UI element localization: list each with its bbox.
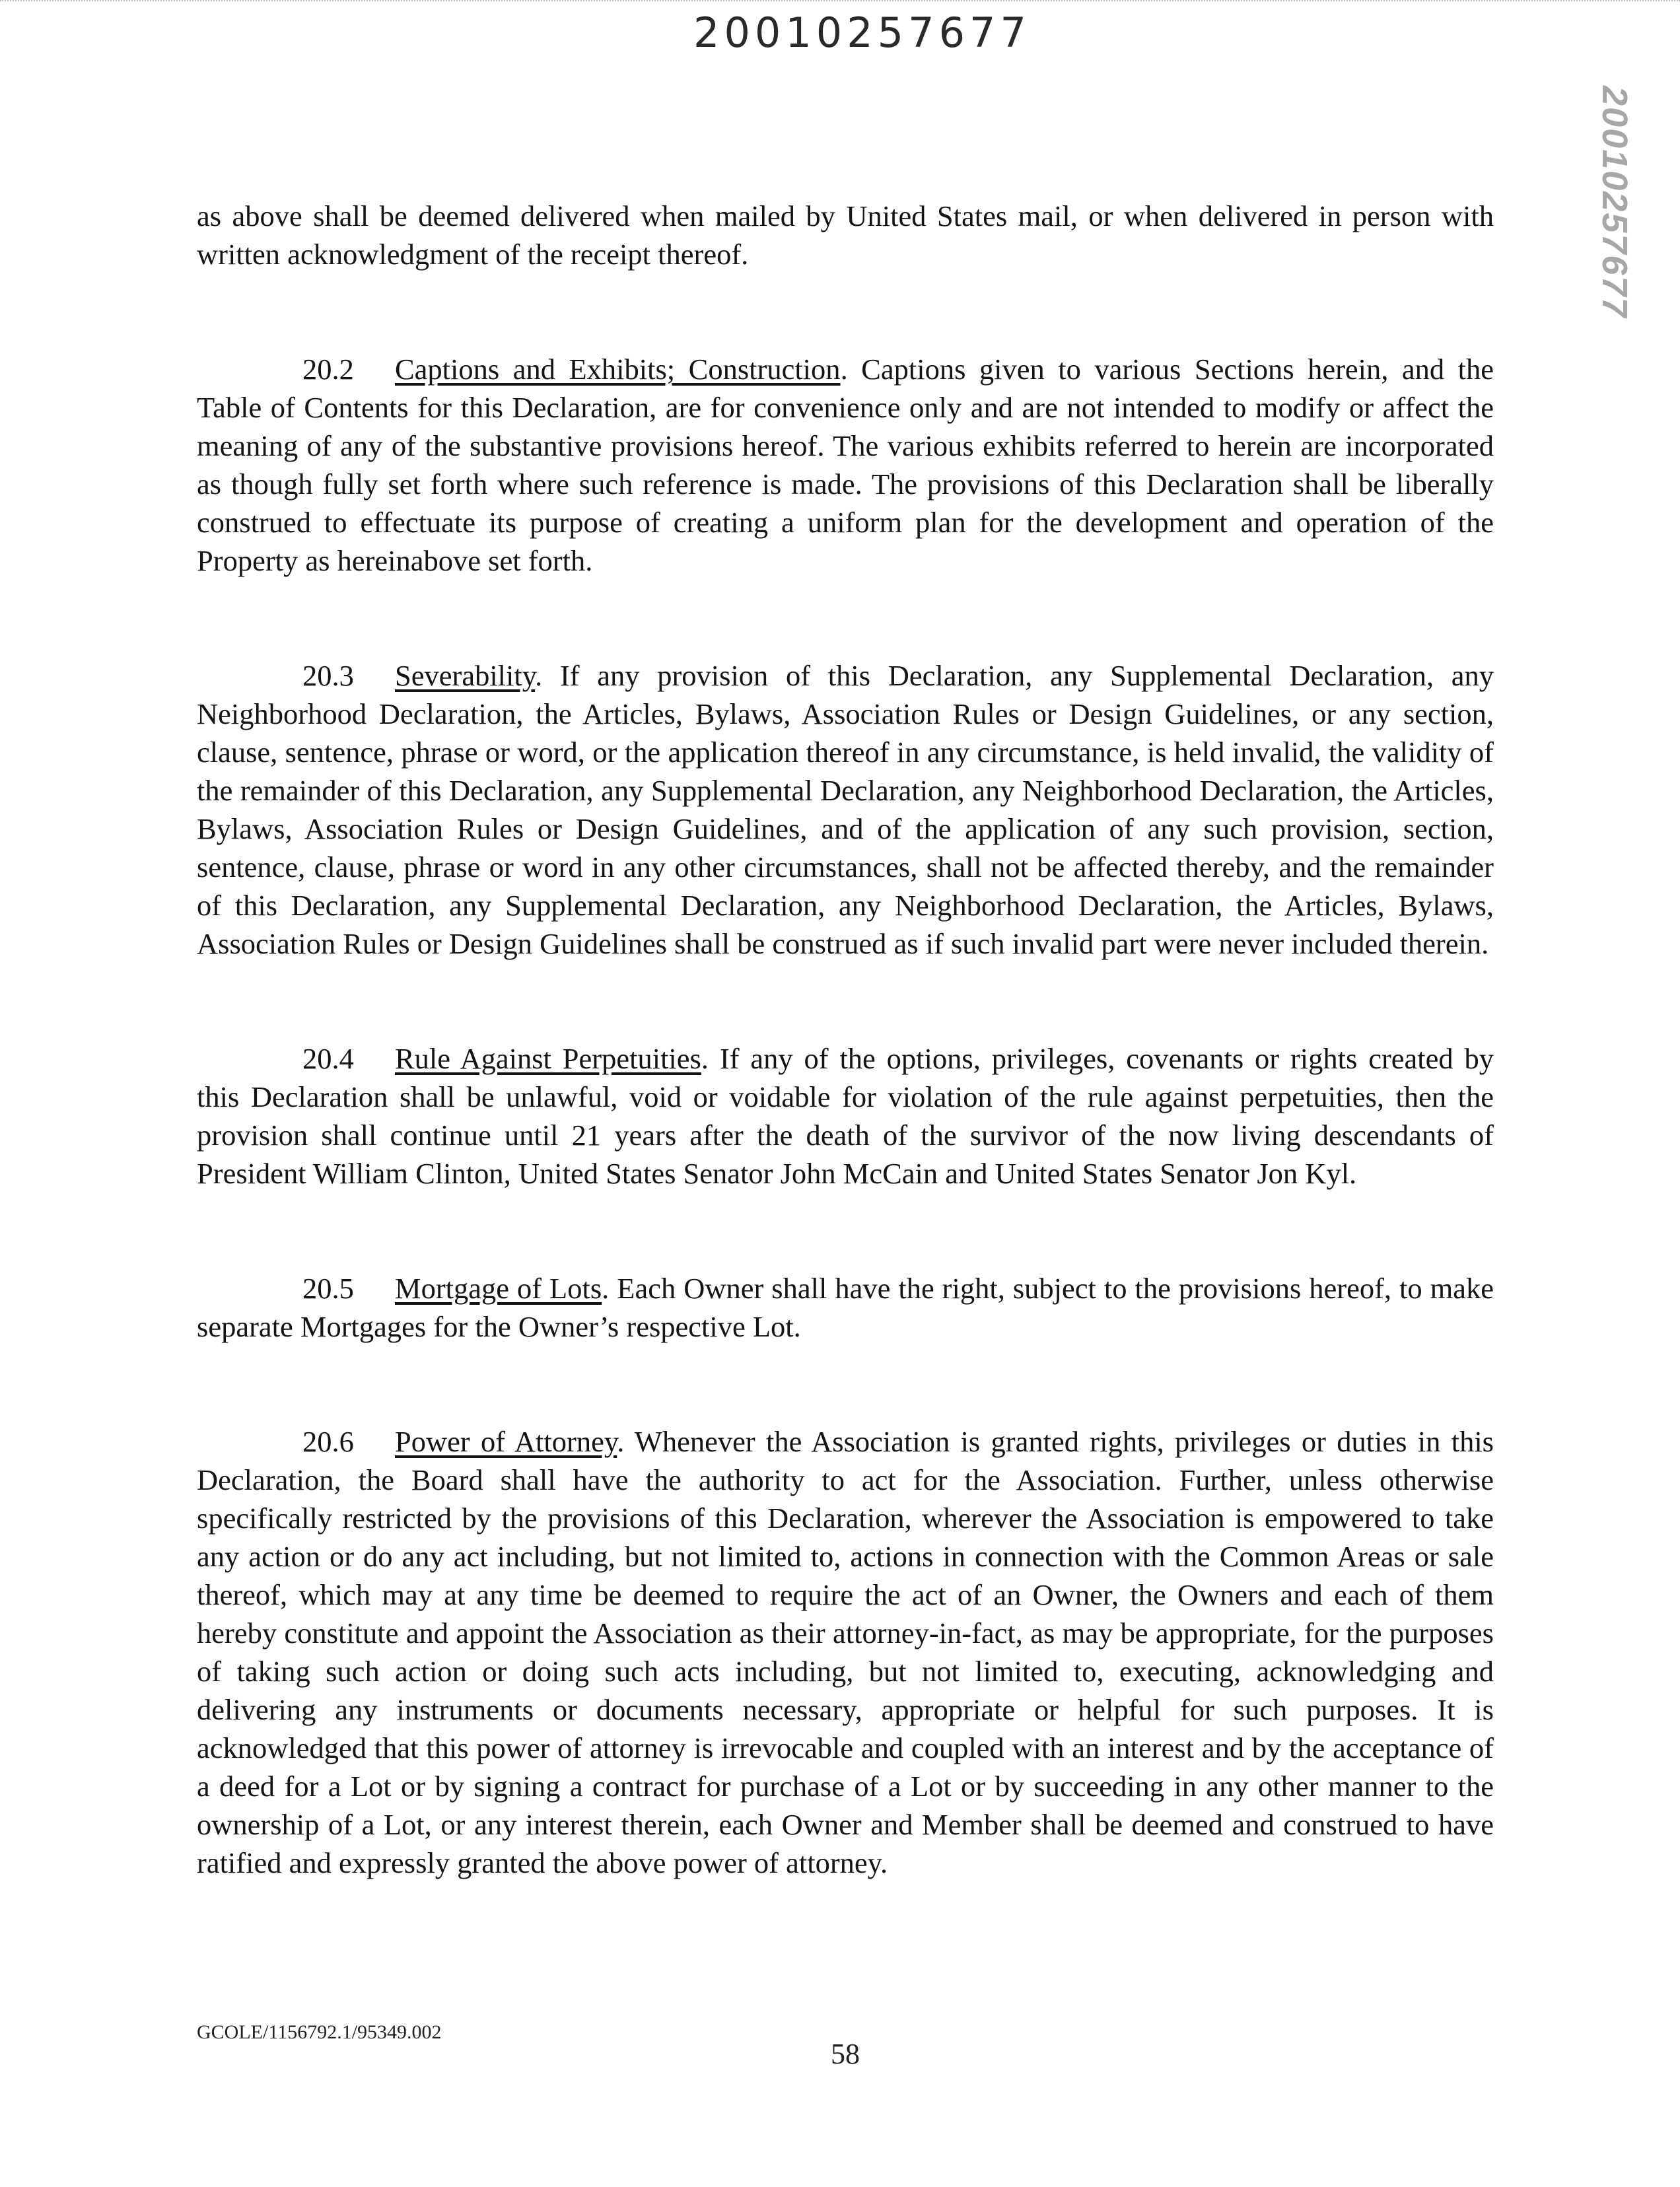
document-body (197, 197, 1494, 1882)
section-body: . If any of the options, privileges, covenants or rights created by this Declaration shall be unlawful, void or voidable for violation of the rule against perpetuities, then the provision shall continue until 21 years after the death of the survivor of the now living descendants of President William Clinton, United States Senator John McCain and United States Senator Jon Kyl. (197, 1042, 1494, 1190)
section-20-4 (197, 1039, 1494, 1193)
paragraph-continuation (197, 197, 1494, 273)
section-20-6 (197, 1422, 1494, 1882)
scan-edge-noise (0, 0, 1680, 5)
section-number: 20.3 (302, 659, 354, 692)
recording-number-header (693, 7, 1063, 59)
continuation-text: as above shall be deemed delivered when mailed by United States mail, or when delivered in person with written acknowledgment of the receipt thereof. (197, 199, 1494, 271)
section-number: 20.4 (302, 1042, 354, 1075)
side-recording-stamp (1592, 86, 1638, 319)
section-20-2 (197, 350, 1494, 580)
section-title: Severability (395, 659, 536, 692)
section-body: . Captions given to various Sections herein, and the Table of Contents for this Declaration, are for convenience only and are not intended to modify or affect the meaning of any of the substantive provisions hereof. The various exhibits referred to herein are incorporated as though fully set forth where such reference is made. The provisions of this Declaration shall be liberally construed to effectuate its purpose of creating a uniform plan for the development and operation of the Property as hereinabove set forth. (197, 353, 1494, 577)
footer-document-reference: GCOLE/1156792.1/95349.002 (197, 2021, 442, 2043)
section-number: 20.6 (302, 1425, 354, 1458)
section-body: . Whenever the Association is granted rights, privileges or duties in this Declaration, the Board shall have the authority to act for the Association. Further, unless otherwise specifically restricted by the provisions of this Declaration, wherever the Association is empowered to take any action or do any act including, but not limited to, actions in connection with the Common Areas or sale thereof, which may at any time be deemed to require the act of an Owner, the Owners and each of them hereby constitute and appoint the Association as their attorney-in-fact, as may be appropriate, for the purposes of taking such action or doing such acts including, but not limited to, executing, acknowledging and delivering any instruments or documents necessary, appropriate or helpful for such purposes. It is acknowledged that this power of attorney is irrevocable and coupled with an interest and by the acceptance of a deed for a Lot or by signing a contract for purchase of a Lot or by succeeding in any other manner to the ownership of a Lot, or any interest therein, each Owner and Member shall be deemed and construed to have ratified and expressly granted the above power of attorney. (197, 1425, 1494, 1879)
section-title: Power of Attorney (395, 1425, 617, 1458)
section-body: . If any provision of this Declaration, any Supplemental Declaration, any Neighborhood Declaration, the Articles, Bylaws, Association Rules or Design Guidelines, or any section, clause, sentence, phrase or word, or the application thereof in any circumstance, is held invalid, the validity of the remainder of this Declaration, any Supplemental Declaration, any Neighborhood Declaration, the Articles, Bylaws, Association Rules or Design Guidelines, and of the application of any such provision, section, sentence, clause, phrase or word in any other circumstances, shall not be affected thereby, and the remainder of this Declaration, any Supplemental Declaration, any Neighborhood Declaration, the Articles, Bylaws, Association Rules or Design Guidelines shall be construed as if such invalid part were never included therein. (197, 659, 1494, 960)
recording-number: 20010257677 (693, 9, 1031, 57)
page-number: 58 (831, 2038, 860, 2070)
section-title: Captions and Exhibits; Construction (395, 353, 841, 386)
section-title: Mortgage of Lots (395, 1272, 602, 1305)
section-title: Rule Against Perpetuities (395, 1042, 701, 1075)
stamp-text: 20010257677 (1595, 86, 1634, 319)
section-20-3 (197, 656, 1494, 963)
section-body: . Each Owner shall have the right, subject to the provisions hereof, to make separate Mortgages for the Owner’s respective Lot. (197, 1272, 1494, 1343)
section-number: 20.2 (302, 353, 354, 386)
section-number: 20.5 (302, 1272, 354, 1305)
section-20-5 (197, 1269, 1494, 1346)
